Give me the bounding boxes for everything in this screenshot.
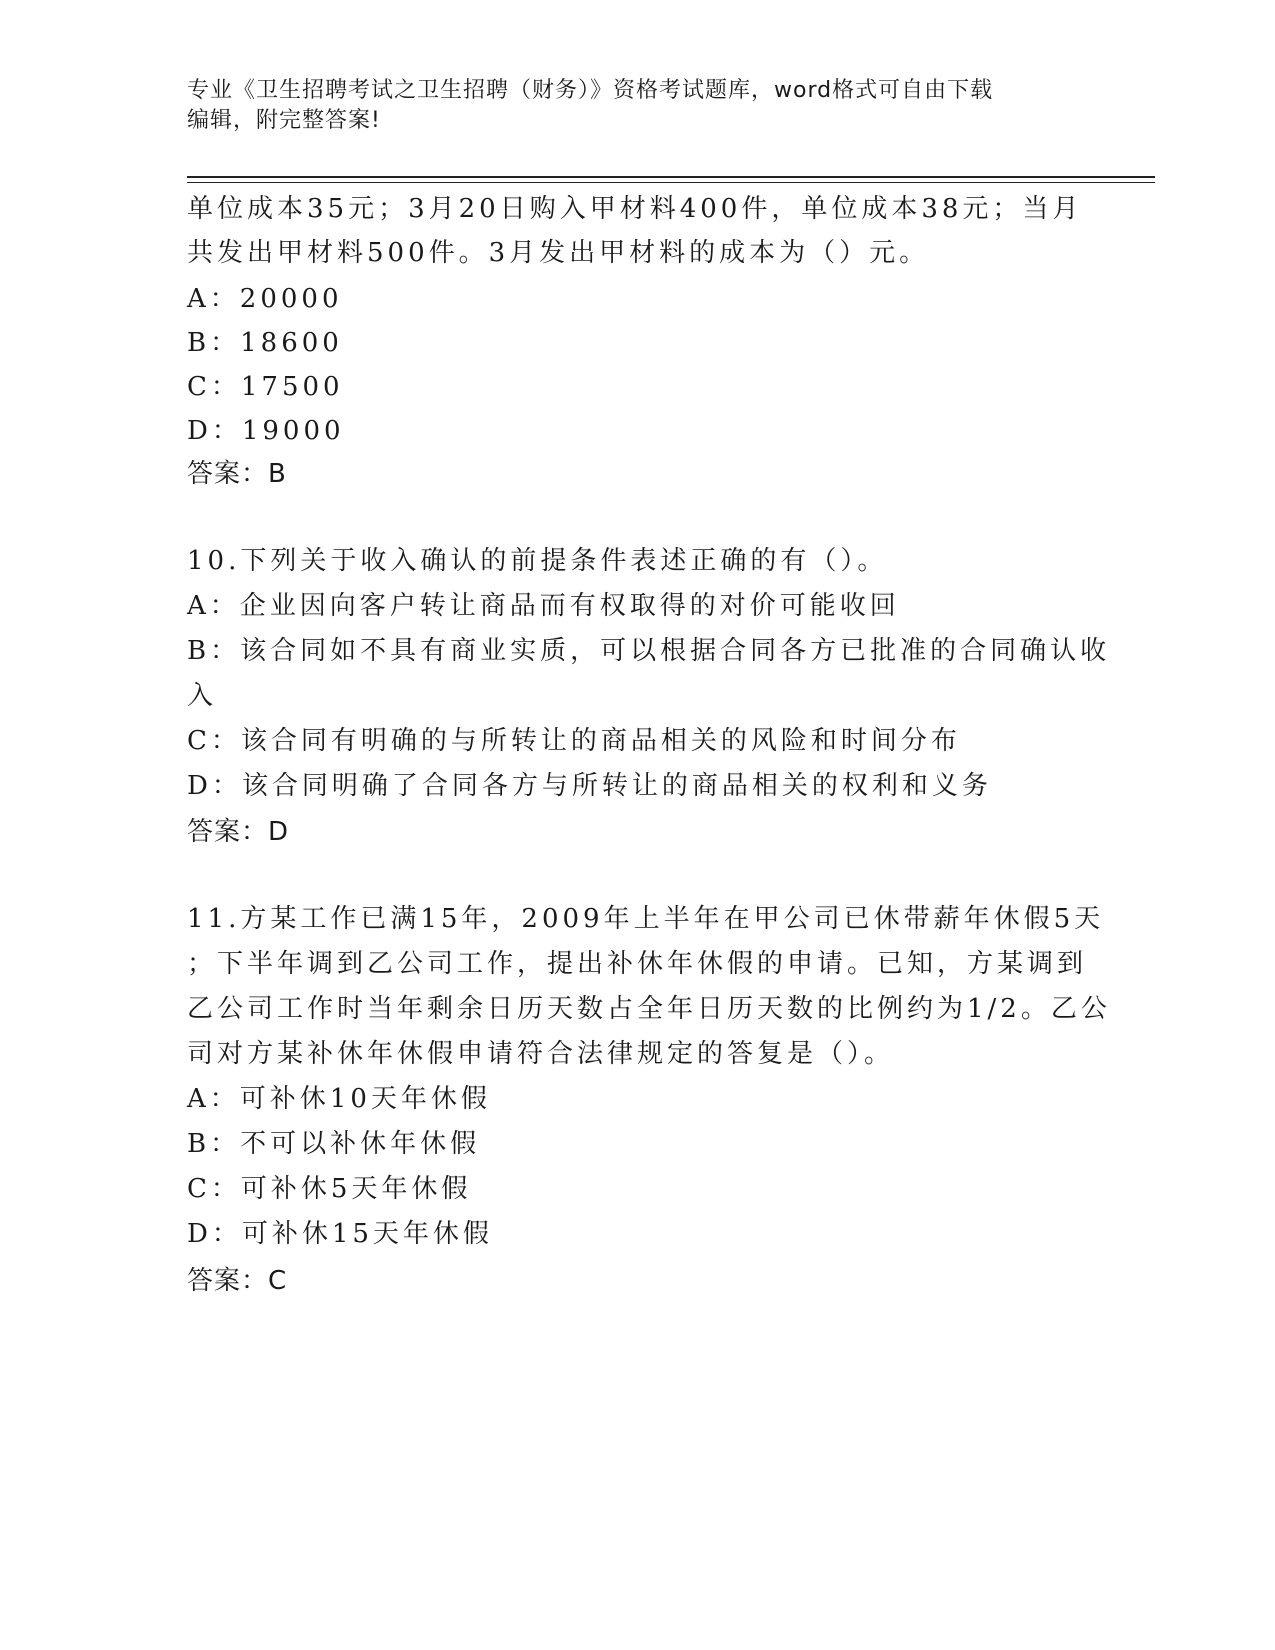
- q11-stem-line-1: 11.方某工作已满15年，2009年上半年在甲公司已休带薪年休假5天: [187, 904, 1105, 934]
- q9-stem-line-2: 共发出甲材料500件。3月发出甲材料的成本为（）元。: [187, 238, 930, 268]
- q9-option-d: D：19000: [187, 416, 345, 446]
- q11-option-a: A：可补休10天年休假: [187, 1084, 491, 1114]
- q11-option-d: D：可补休15天年休假: [187, 1219, 493, 1249]
- q11-option-c: C：可补休5天年休假: [187, 1174, 472, 1204]
- header-rule-thin: [187, 182, 1155, 183]
- header-rule-thick: [187, 176, 1155, 178]
- q11-answer: 答案：C: [187, 1266, 288, 1296]
- q9-option-a: A：20000: [187, 284, 343, 314]
- header-line-2: 编辑，附完整答案!: [187, 108, 381, 133]
- q10-answer: 答案：D: [187, 817, 290, 847]
- q10-option-a: A：企业因向客户转让商品而有权取得的对价可能收回: [187, 591, 900, 621]
- q9-option-b: B：18600: [187, 328, 343, 358]
- q11-stem-line-3: 乙公司工作时当年剩余日历天数占全年日历天数的比例约为1/2。乙公: [187, 994, 1111, 1024]
- q11-option-b: B：不可以补休年休假: [187, 1129, 481, 1159]
- q10-stem: 10.下列关于收入确认的前提条件表述正确的有（）。: [187, 546, 888, 576]
- header-line-1: 专业《卫生招聘考试之卫生招聘（财务）》资格考试题库，word格式可自由下载: [187, 78, 994, 103]
- q11-stem-line-2: ；下半年调到乙公司工作，提出补休年休假的申请。已知，方某调到: [187, 949, 1088, 979]
- q10-option-b-line-1: B：该合同如不具有商业实质，可以根据合同各方已批准的合同确认收: [187, 636, 1111, 666]
- q10-option-c: C：该合同有明确的与所转让的商品相关的风险和时间分布: [187, 726, 961, 756]
- q11-stem-line-4: 司对方某补休年休假申请符合法律规定的答复是（）。: [187, 1039, 895, 1069]
- document-header: [187, 76, 1087, 136]
- q9-stem-line-1: 单位成本35元；3月20日购入甲材料400件，单位成本38元；当月: [187, 194, 1083, 224]
- q10-option-d: D：该合同明确了合同各方与所转让的商品相关的权利和义务: [187, 771, 992, 801]
- q9-option-c: C：17500: [187, 372, 344, 402]
- q9-answer: 答案：B: [187, 459, 287, 489]
- q10-option-b-line-2: 入: [187, 681, 218, 711]
